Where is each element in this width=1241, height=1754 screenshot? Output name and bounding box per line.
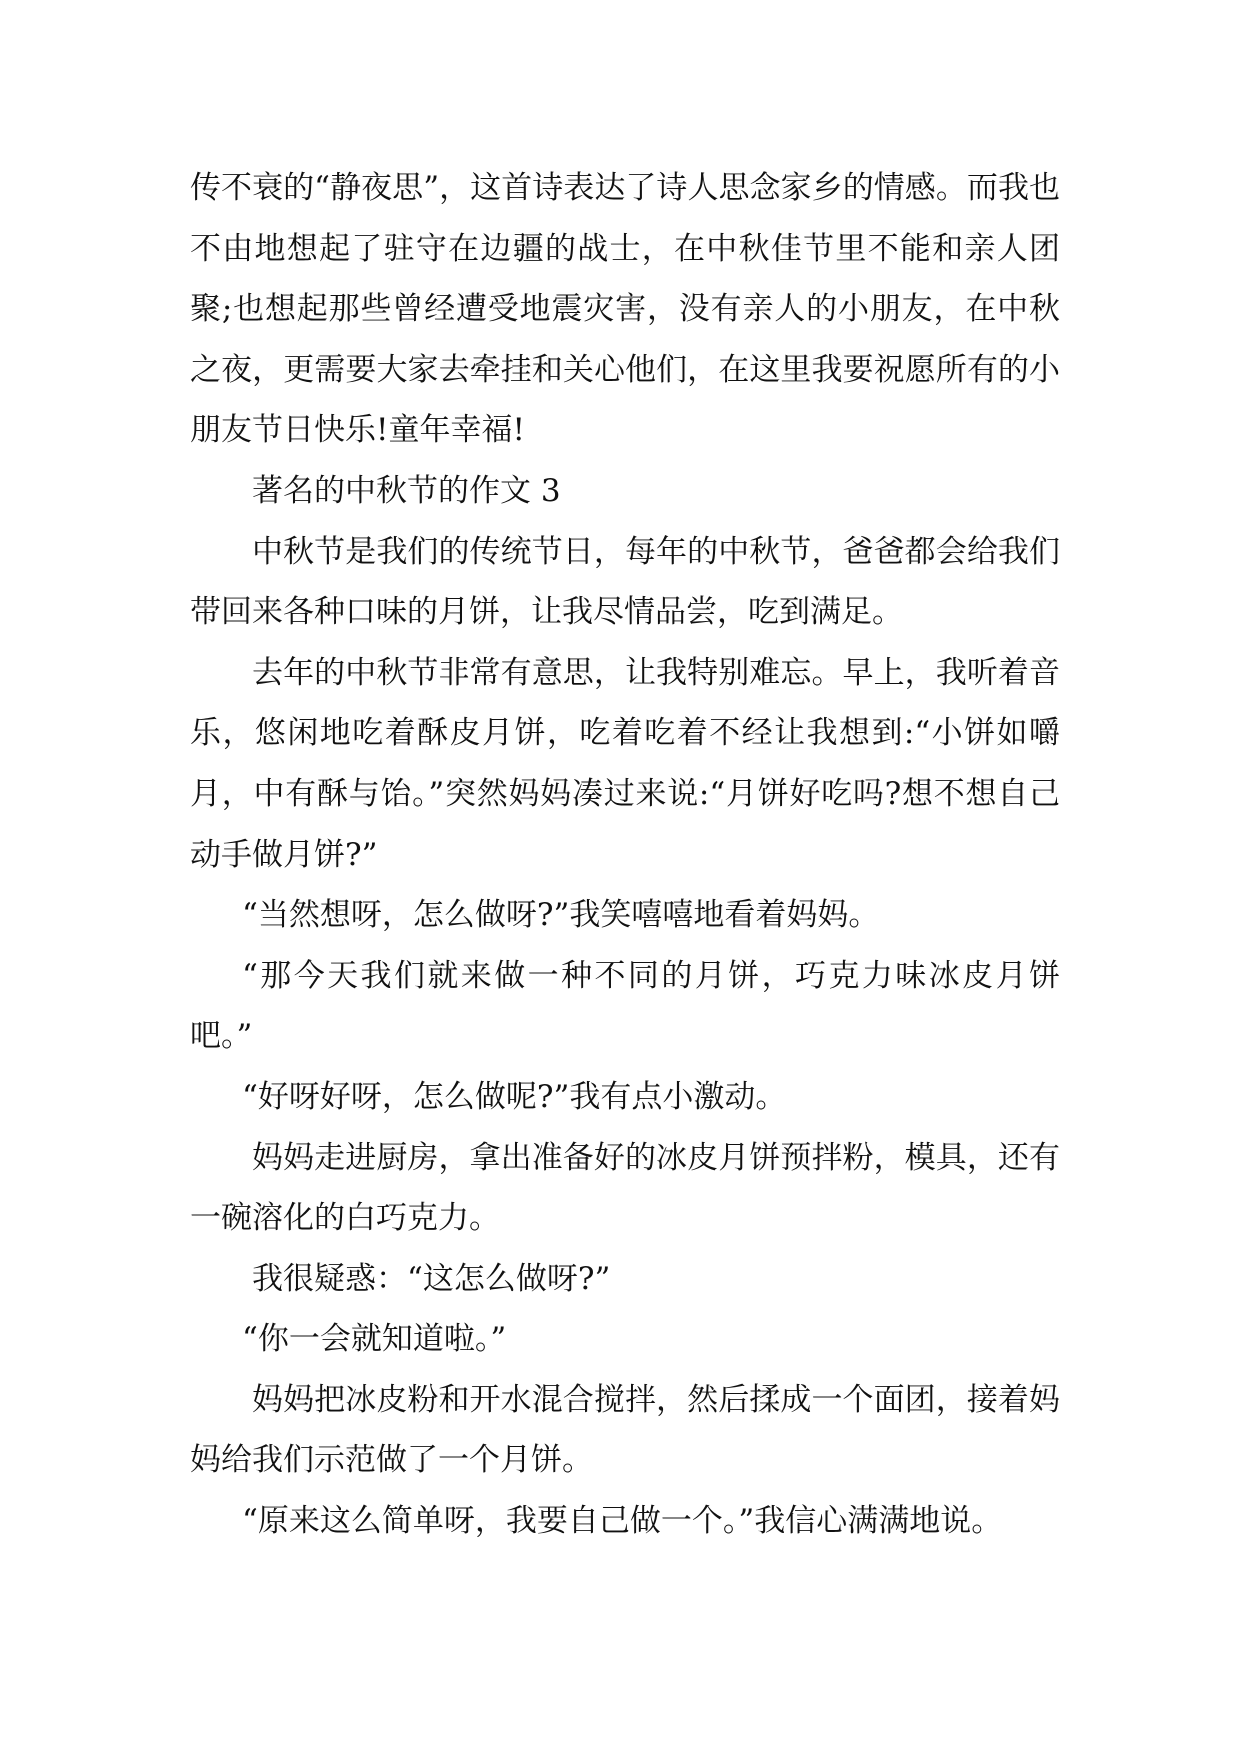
paragraph: 去年的中秋节非常有意思，让我特别难忘。早上，我听着音乐，悠闲地吃着酥皮月饼，吃着吃着不经让我想到:“小饼如嚼月，中有酥与饴。”突然妈妈凑过来说:“月饼好吃吗?想不想自己动手做月饼?” [190,654,1060,873]
dialogue-paragraph: “当然想呀，怎么做呀?”我笑嘻嘻地看着妈妈。 [242,897,880,934]
essay-heading: 著名的中秋节的作文 3 [252,472,561,509]
dialogue-paragraph: “那今天我们就来做一种不同的月饼，巧克力味冰皮月饼吧。” [190,957,1060,1055]
dialogue-paragraph: “好呀好呀，怎么做呢?”我有点小激动。 [242,1078,787,1115]
paragraph: 妈妈把冰皮粉和开水混合搅拌，然后揉成一个面团，接着妈妈给我们示范做了一个月饼。 [190,1381,1060,1479]
dialogue-paragraph: “原来这么简单呀，我要自己做一个。”我信心满满地说。 [242,1503,1003,1540]
paragraph-continuation: 传不衰的“静夜思”，这首诗表达了诗人思念家乡的情感。而我也不由地想起了驻守在边疆的战士，在中秋佳节里不能和亲人团聚;也想起那些曾经遭受地震灾害，没有亲人的小朋友，在中秋之夜，更需要大家去牵挂和关心他们，在这里我要祝愿所有的小朋友节日快乐!童年幸福! [190,170,1060,449]
paragraph: 中秋节是我们的传统节日，每年的中秋节，爸爸都会给我们带回来各种口味的月饼，让我尽情品尝，吃到满足。 [190,533,1060,631]
paragraph: 我很疑惑：“这怎么做呀?” [252,1260,611,1297]
dialogue-paragraph: “你一会就知道啦。” [242,1321,507,1358]
paragraph: 妈妈走进厨房，拿出准备好的冰皮月饼预拌粉，模具，还有一碗溶化的白巧克力。 [190,1139,1060,1237]
essay-body [190,158,1060,1552]
